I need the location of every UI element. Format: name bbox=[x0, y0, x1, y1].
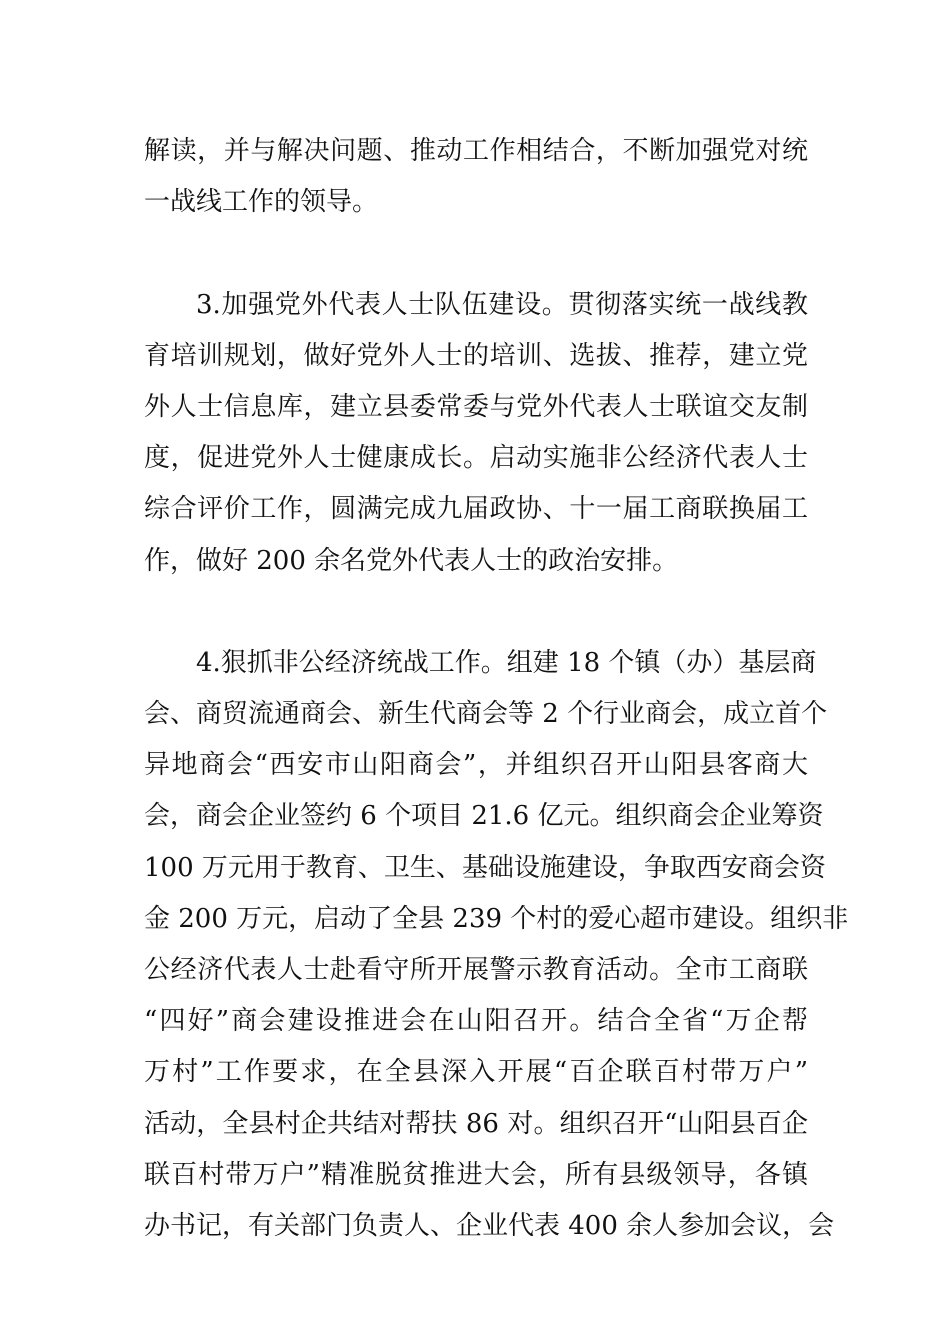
text-line: 外人士信息库，建立县委常委与党外代表人士联谊交友制 bbox=[144, 391, 808, 422]
paragraph-1 bbox=[144, 126, 808, 228]
text-line: 活动，全县村企共结对帮扶 86 对。组织召开“山阳县百企 bbox=[144, 1108, 808, 1139]
text-line: 4.狠抓非公经济统战工作。组建 18 个镇（办）基层商 bbox=[196, 647, 817, 678]
text-line: 解读，并与解决问题、推动工作相结合，不断加强党对统 bbox=[144, 136, 808, 166]
paragraph-2 bbox=[144, 280, 808, 587]
text-line: 公经济代表人士赴看守所开展警示教育活动。全市工商联 bbox=[144, 955, 808, 985]
text-line: 办书记，有关部门负责人、企业代表 400 余人参加会议，会 bbox=[144, 1210, 835, 1241]
text-line: 100 万元用于教育、卫生、基础设施建设，争取西安商会资 bbox=[144, 852, 826, 883]
text-line: 育培训规划，做好党外人士的培训、选拔、推荐，建立党 bbox=[144, 340, 808, 371]
text-line: 会，商会企业签约 6 个项目 21.6 亿元。组织商会企业筹资 bbox=[144, 801, 824, 832]
text-line: 金 200 万元，启动了全县 239 个村的爱心超市建设。组织非 bbox=[144, 903, 849, 934]
text-line: 异地商会“西安市山阳商会”，并组织召开山阳县客商大 bbox=[144, 750, 808, 781]
text-line: 会、商贸流通商会、新生代商会等 2 个行业商会，成立首个 bbox=[144, 699, 828, 730]
paragraph-3 bbox=[144, 638, 849, 1252]
document-body bbox=[144, 126, 849, 1252]
text-line: 一战线工作的领导。 bbox=[144, 187, 379, 218]
paragraph-spacer bbox=[144, 228, 808, 279]
paragraph-spacer bbox=[144, 587, 808, 638]
text-line: 联百村带万户”精准脱贫推进大会，所有县级领导，各镇 bbox=[144, 1159, 808, 1190]
text-line: 作，做好 200 余名党外代表人士的政治安排。 bbox=[144, 545, 679, 576]
text-line: “四好”商会建设推进会在山阳召开。结合全省“万企帮 bbox=[144, 1006, 808, 1037]
text-line: 综合评价工作，圆满完成九届政协、十一届工商联换届工 bbox=[144, 494, 808, 525]
text-line: 万村”工作要求，在全县深入开展“百企联百村带万户” bbox=[144, 1057, 808, 1088]
text-line: 3.加强党外代表人士队伍建设。贯彻落实统一战线教 bbox=[196, 289, 808, 320]
text-line: 度，促进党外人士健康成长。启动实施非公经济代表人士 bbox=[144, 443, 808, 474]
